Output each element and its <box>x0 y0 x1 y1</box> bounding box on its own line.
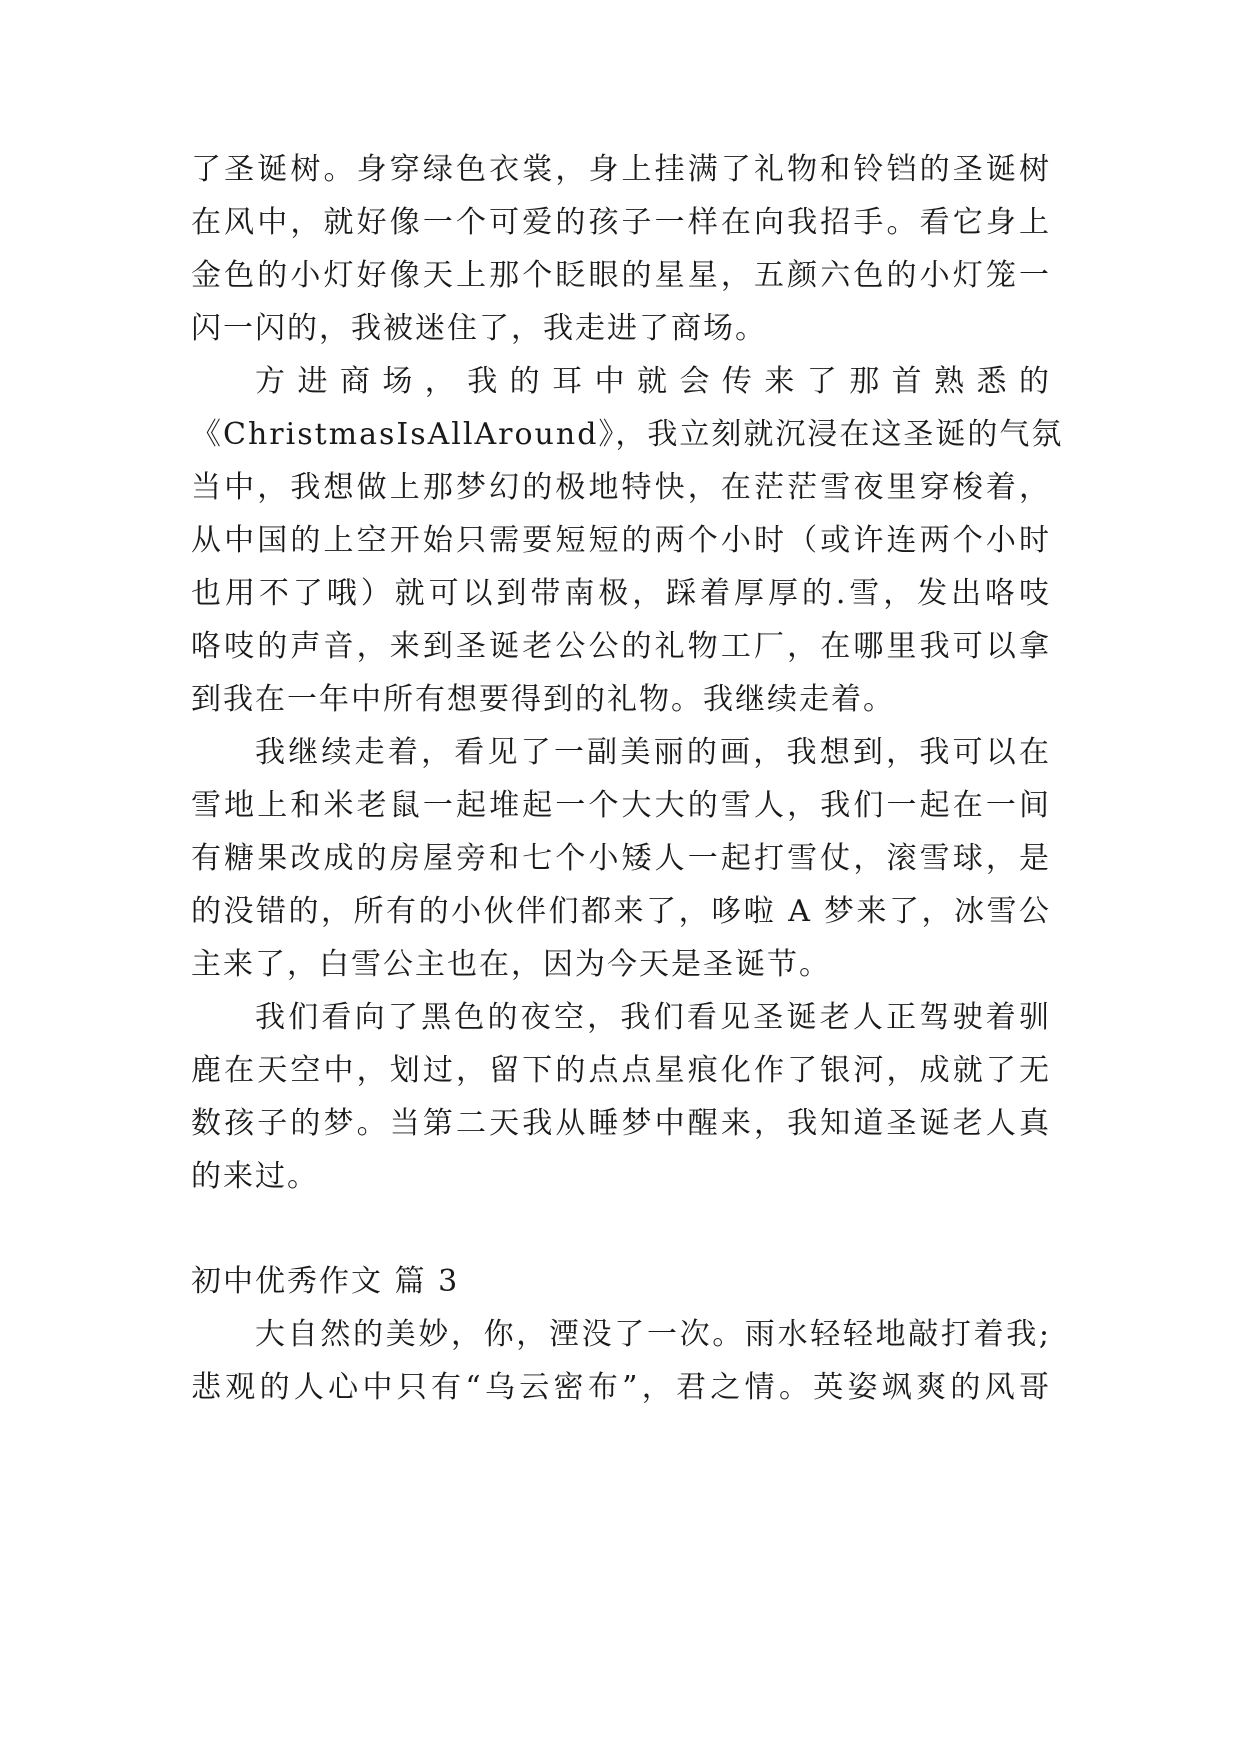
paragraph-line: 悲观的人心中只有“乌云密布”，君之情。英姿飒爽的风哥 <box>191 1370 1051 1405</box>
paragraph-line: 当中，我想做上那梦幻的极地特快，在茫茫雪夜里穿梭着， <box>191 470 1051 505</box>
paragraph-line: 雪地上和米老鼠一起堆起一个大大的雪人，我们一起在一间 <box>191 788 1051 823</box>
paragraph-line: 了圣诞树。身穿绿色衣裳，身上挂满了礼物和铃铛的圣诞树 <box>191 152 1051 187</box>
paragraph-line: 金色的小灯好像天上那个眨眼的星星，五颜六色的小灯笼一 <box>191 258 1051 293</box>
paragraph-line: 我继续走着，看见了一副美丽的画，我想到，我可以在 <box>255 735 1051 770</box>
paragraph-line: 也用不了哦）就可以到带南极，踩着厚厚的.雪，发出咯吱 <box>191 576 1051 611</box>
paragraph-line: 的没错的，所有的小伙伴们都来了，哆啦 A 梦来了，冰雪公 <box>191 894 1051 929</box>
paragraph-line: 数孩子的梦。当第二天我从睡梦中醒来，我知道圣诞老人真 <box>191 1106 1051 1141</box>
paragraph-line: 大自然的美妙，你，湮没了一次。雨水轻轻地敲打着我; <box>255 1317 1051 1352</box>
paragraph-line: 的来过。 <box>191 1159 319 1194</box>
paragraph-line: 从中国的上空开始只需要短短的两个小时（或许连两个小时 <box>191 523 1051 558</box>
paragraph-line: 鹿在天空中，划过，留下的点点星痕化作了银河，成就了无 <box>191 1053 1051 1088</box>
paragraph-line: 《ChristmasIsAllAround》，我立刻就沉浸在这圣诞的气氛 <box>191 417 1064 452</box>
paragraph-line: 方进商场，我的耳中就会传来了那首熟悉的 <box>255 364 1051 399</box>
section-heading: 初中优秀作文 篇 3 <box>191 1264 460 1299</box>
paragraph-line: 有糖果改成的房屋旁和七个小矮人一起打雪仗，滚雪球，是 <box>191 841 1051 876</box>
paragraph-line: 咯吱的声音，来到圣诞老公公的礼物工厂，在哪里我可以拿 <box>191 629 1051 664</box>
paragraph-line: 到我在一年中所有想要得到的礼物。我继续走着。 <box>191 682 895 717</box>
paragraph-line: 闪一闪的，我被迷住了，我走进了商场。 <box>191 311 767 346</box>
paragraph-line: 我们看向了黑色的夜空，我们看见圣诞老人正驾驶着驯 <box>255 1000 1051 1035</box>
paragraph-line: 主来了，白雪公主也在，因为今天是圣诞节。 <box>191 947 831 982</box>
paragraph-line: 在风中，就好像一个可爱的孩子一样在向我招手。看它身上 <box>191 205 1051 240</box>
